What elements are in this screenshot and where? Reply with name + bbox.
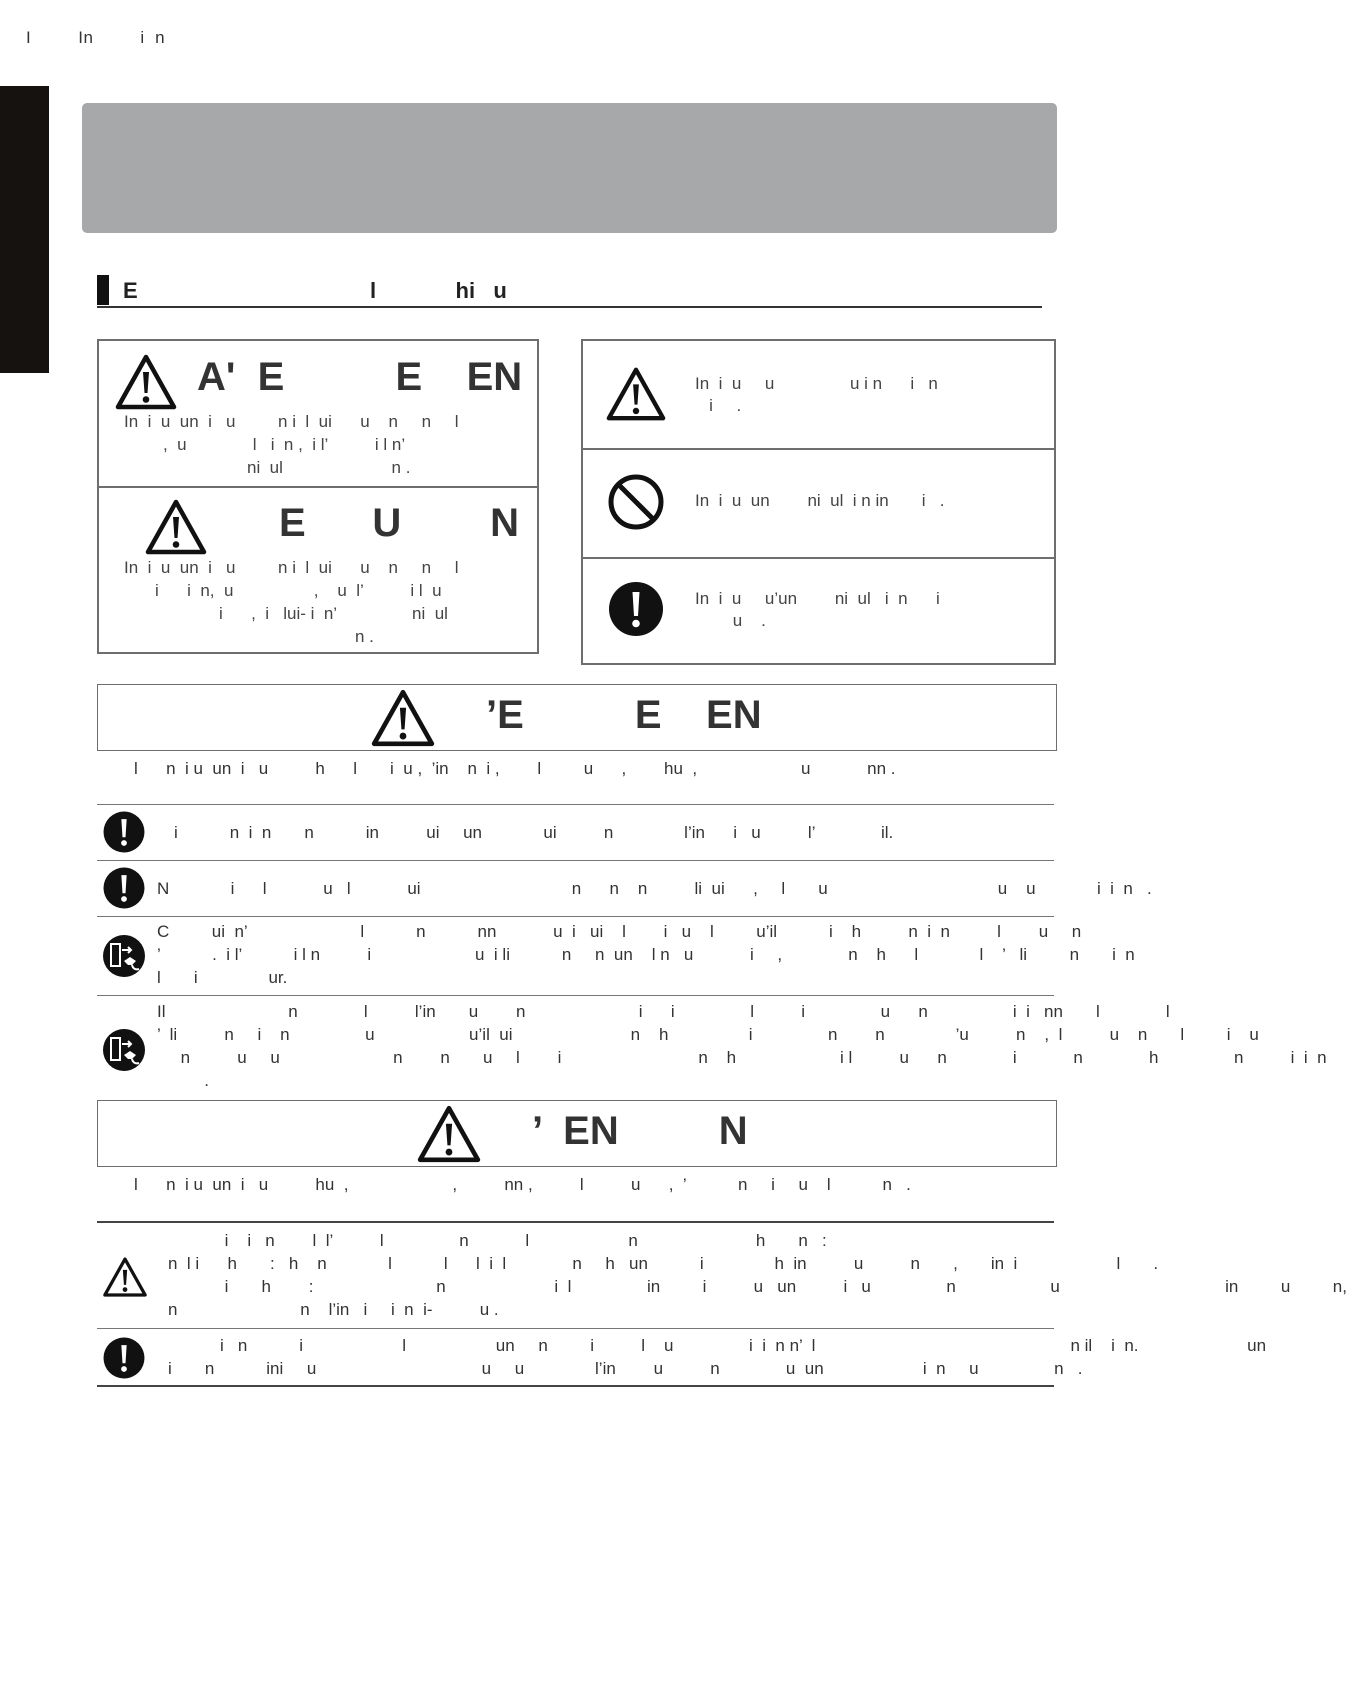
warning-triangle-icon — [144, 498, 208, 556]
row-divider — [97, 860, 1054, 861]
row-divider — [97, 916, 1054, 917]
row-divider — [97, 1328, 1054, 1329]
caution-intro: l n i u un i u hu , , nn , l u , ’ n i u l n . — [134, 1175, 911, 1194]
section-title: E l hi u — [123, 278, 507, 303]
precaution-line: i , i lui- i n’ ni ul — [219, 604, 448, 623]
mandatory-exclamation-icon — [102, 1336, 146, 1380]
warning-triangle-icon — [114, 353, 178, 411]
signal-words-legend — [97, 339, 539, 654]
precaution-line: i i n, u , u l’ i l u — [155, 581, 442, 600]
caution-heading: ’ EN N — [532, 1109, 748, 1153]
row-divider — [97, 1221, 1054, 1223]
mandatory-exclamation-icon — [607, 580, 665, 638]
warning-item-text: Il n l l’in u n i i l i u n i i nn l l ’ li n i n u u’il ui n h i n n ’u n , l u n l i u n u u n n u l i n h i l u n i n h n i i n . — [157, 1002, 1327, 1090]
chapter-banner — [82, 103, 1057, 233]
warning-item-text: N i l u l ui n n n li ui , l u u u i i n . — [157, 879, 1152, 898]
precaution-title: E U N — [279, 501, 520, 545]
section-marker — [97, 275, 109, 305]
warning-heading: ’E E EN — [486, 693, 762, 737]
running-header: I In i n — [26, 28, 166, 47]
unplug-icon — [102, 1028, 146, 1072]
precaution-line: In i u un i u n i l ui u n n l — [124, 558, 459, 577]
symbol-description: In i u un ni ul i n in i . — [695, 491, 945, 510]
legend-divider — [583, 448, 1054, 450]
symbol-description: In i u u u i n i n i . — [695, 374, 938, 415]
warning-heading-box — [97, 684, 1057, 751]
warning-triangle-icon — [416, 1104, 482, 1164]
avertissement-line: , u l i n , i l’ i l n’ — [163, 435, 406, 454]
warning-intro: l n i u un i u h l i u , ’in n i , l u , hu , u nn . — [134, 759, 896, 778]
warning-triangle-icon — [102, 1256, 148, 1298]
caution-item-text: i n i l un n i l u i i n n’ l n il i n. un i n ini u u u l’in u n u un i n u n . — [168, 1336, 1267, 1378]
row-divider — [97, 1385, 1054, 1387]
warning-triangle-icon — [605, 365, 667, 423]
warning-triangle-icon — [370, 688, 436, 748]
legend-divider — [583, 557, 1054, 559]
row-divider — [97, 804, 1054, 805]
section-heading — [97, 273, 1042, 308]
symbols-legend — [581, 339, 1056, 665]
mandatory-exclamation-icon — [102, 810, 146, 854]
avertissement-line: ni ul n . — [247, 458, 411, 477]
precaution-line: n . — [355, 627, 374, 646]
unplug-icon — [102, 934, 146, 978]
warning-item-text: i n i n n in ui un ui n l’in i u l’ il. — [174, 823, 894, 842]
caution-heading-box — [97, 1100, 1057, 1167]
legend-divider — [99, 486, 537, 488]
warning-item-text: C ui n’ l n nn u i ui l i u l u’il i h n i n l u n ’ . i l’ i l n i u i li n n un l n u i , n h l l ’ li n i n l i ur. — [157, 922, 1135, 987]
avertissement-title: A' E E EN — [197, 355, 523, 399]
symbol-description: In i u u’un ni ul i n i u . — [695, 589, 940, 630]
chapter-tab — [0, 86, 49, 373]
mandatory-exclamation-icon — [102, 866, 146, 910]
caution-item-text: i i n l l’ l n l n h n : n l i h : h n l l l i l n h un i h in u n , in i l . i h : n i l in i u un i u n u in u n, n n l’in i i n i- u . — [168, 1231, 1347, 1319]
prohibited-icon — [607, 473, 665, 531]
avertissement-line: In i u un i u n i l ui u n n l — [124, 412, 459, 431]
row-divider — [97, 995, 1054, 996]
